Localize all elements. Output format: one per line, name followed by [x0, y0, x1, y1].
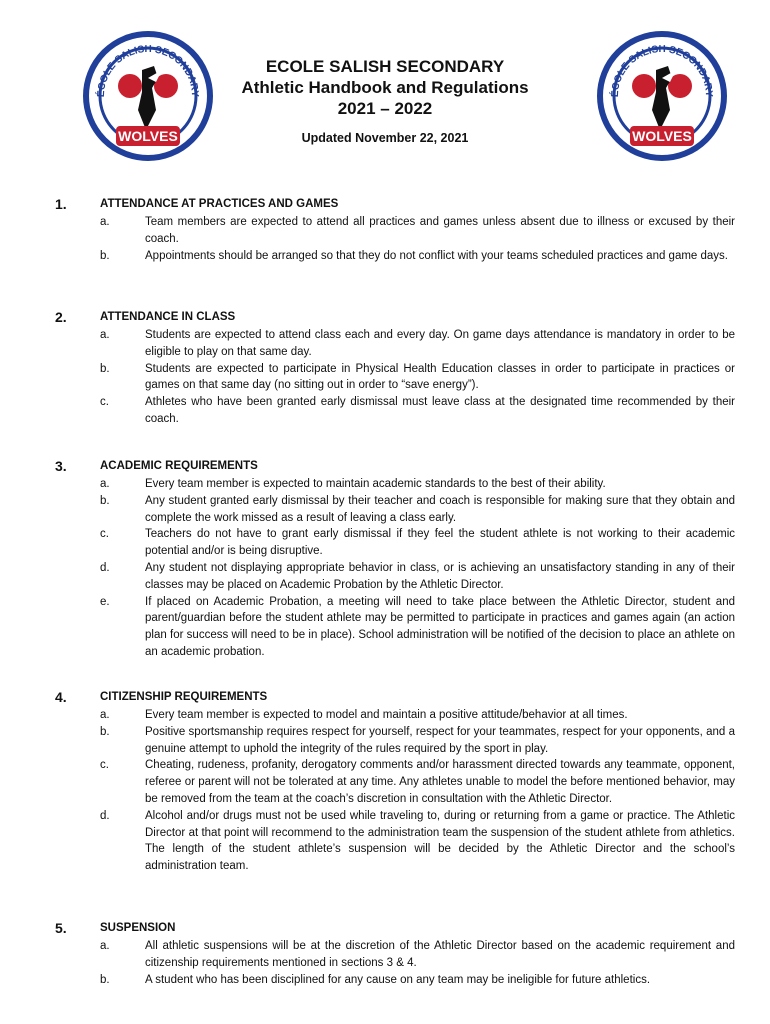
logo-arc-text: ÉCOLE SALISH SECONDARY	[609, 43, 715, 98]
section-items	[0, 938, 770, 988]
list-item	[0, 526, 770, 560]
item-text: Students are expected to attend class each and every day. On game days attendance is mandatory in order to be eligible to play on that same day.	[145, 329, 735, 358]
item-letter: a.	[100, 329, 110, 341]
item-letter: c.	[100, 396, 109, 409]
item-text: Athletes who have been granted early dismissal must leave class at the designated time recommended by their coach.	[145, 396, 735, 425]
list-item	[0, 938, 770, 972]
list-item	[0, 707, 770, 724]
section-title: ATTENDANCE AT PRACTICES AND GAMES	[100, 198, 339, 210]
item-letter: e.	[100, 595, 110, 608]
item-text: Appointments should be arranged so that they do not conflict with your teams scheduled practices and game days.	[145, 249, 729, 262]
section-title: ATTENDANCE IN CLASS	[100, 311, 236, 323]
list-item	[0, 327, 770, 361]
item-text: Positive sportsmanship requires respect for yourself, respect for your teammates, respect for your opponents, and a genuine attempt to uphold the integrity of the rules required by the sport in play.	[145, 725, 735, 755]
item-letter: a.	[100, 940, 110, 952]
school-logo-left	[82, 30, 214, 162]
item-letter: a.	[100, 478, 110, 490]
list-item	[0, 972, 770, 989]
item-text: A student who has been disciplined for any cause on any team may be ineligible for future athletics.	[145, 973, 651, 986]
section-items	[0, 327, 770, 428]
item-letter: b.	[100, 362, 110, 375]
list-item	[0, 248, 770, 265]
item-letter: d.	[100, 809, 110, 822]
section-number: 3.	[55, 458, 67, 474]
section-title: CITIZENSHIP REQUIREMENTS	[100, 691, 268, 703]
list-item	[0, 808, 770, 875]
item-text: Any student granted early dismissal by their teacher and coach is responsible for making sure that they obtain and complete the work missed as a result of leaving a class early.	[145, 494, 735, 524]
item-text: All athletic suspensions will be at the discretion of the Athletic Director based on the academic requirement and citizenship requirements mentioned in sections 3 & 4.	[145, 940, 735, 969]
logo-banner-text: WOLVES	[118, 128, 178, 144]
item-letter: b.	[100, 249, 110, 262]
item-letter: a.	[100, 216, 110, 228]
item-text: Team members are expected to attend all practices and games unless absent due to illness or excused by their coach.	[145, 216, 735, 245]
title-block	[210, 56, 560, 145]
item-text: Cheating, rudeness, profanity, derogatory comments and/or harassment directed towards any teammate, opponent, referee or parent will not be tolerated at any time. Any athletes unable to model the before mentioned behavior, may be removed from the team at the coach’s discretion in consultation with the Athletic Director.	[145, 759, 735, 805]
item-text: Alcohol and/or drugs must not be used while traveling to, during or returning from a game or practice. The Athletic Director at that point will recommend to the administration team the suspension of the student athlete from athletics. The length of the student athlete’s suspension will be decided by the Athletic Director and the school’s administration team.	[145, 809, 735, 873]
item-letter: b.	[100, 725, 110, 738]
item-letter: b.	[100, 494, 110, 507]
item-letter: c.	[100, 528, 109, 541]
school-name: ECOLE SALISH SECONDARY	[265, 57, 505, 76]
list-item	[0, 214, 770, 248]
section-number: 1.	[55, 196, 67, 212]
list-item	[0, 476, 770, 493]
document-header	[0, 0, 770, 190]
item-letter: c.	[100, 759, 109, 772]
list-item	[0, 757, 770, 807]
school-year: 2021 – 2022	[337, 99, 433, 118]
section-items	[0, 214, 770, 264]
item-text: Students are expected to participate in Physical Health Education classes in order to participate in practices or games on that same day (no sitting out in order to “save energy”).	[145, 362, 735, 392]
section-items	[0, 707, 770, 875]
item-letter: b.	[100, 973, 110, 986]
section-title: ACADEMIC REQUIREMENTS	[100, 460, 258, 472]
item-letter: d.	[100, 561, 110, 574]
list-item	[0, 361, 770, 395]
logo-arc-text: ÉCOLE SALISH SECONDARY	[95, 43, 201, 98]
list-item	[0, 594, 770, 661]
section-items	[0, 476, 770, 661]
list-item	[0, 493, 770, 527]
item-text: Every team member is expected to maintain academic standards to the best of their ability.	[145, 478, 606, 490]
list-item	[0, 560, 770, 594]
section-title: SUSPENSION	[100, 922, 176, 934]
section-number: 5.	[55, 920, 67, 936]
document-title: Athletic Handbook and Regulations	[241, 78, 529, 97]
item-text: If placed on Academic Probation, a meeting will need to take place between the Athletic Director, student and parent/guardian before the student athlete may be permitted to participate in practices and games again (an action plan for success will need to be in place). School administration will be notified of the decision to place an athlete on an academic probation.	[145, 595, 735, 658]
section-number: 4.	[55, 689, 67, 705]
school-logo-right	[596, 30, 728, 162]
item-text: Any student not displaying appropriate behavior in class, or is achieving an unsatisfactory standing in any of their classes may be placed on Academic Probation by the Athletic Director.	[145, 561, 735, 591]
updated-date: Updated November 22, 2021	[301, 131, 469, 145]
list-item	[0, 394, 770, 428]
item-text: Teachers do not have to grant early dismissal if they feel the student athlete is not working to their academic potential and/or is being disruptive.	[145, 528, 735, 558]
list-item	[0, 724, 770, 758]
item-text: Every team member is expected to model and maintain a positive attitude/behavior at all times.	[145, 709, 628, 721]
item-letter: a.	[100, 709, 110, 721]
logo-banner-text: WOLVES	[632, 128, 692, 144]
section-number: 2.	[55, 309, 67, 325]
